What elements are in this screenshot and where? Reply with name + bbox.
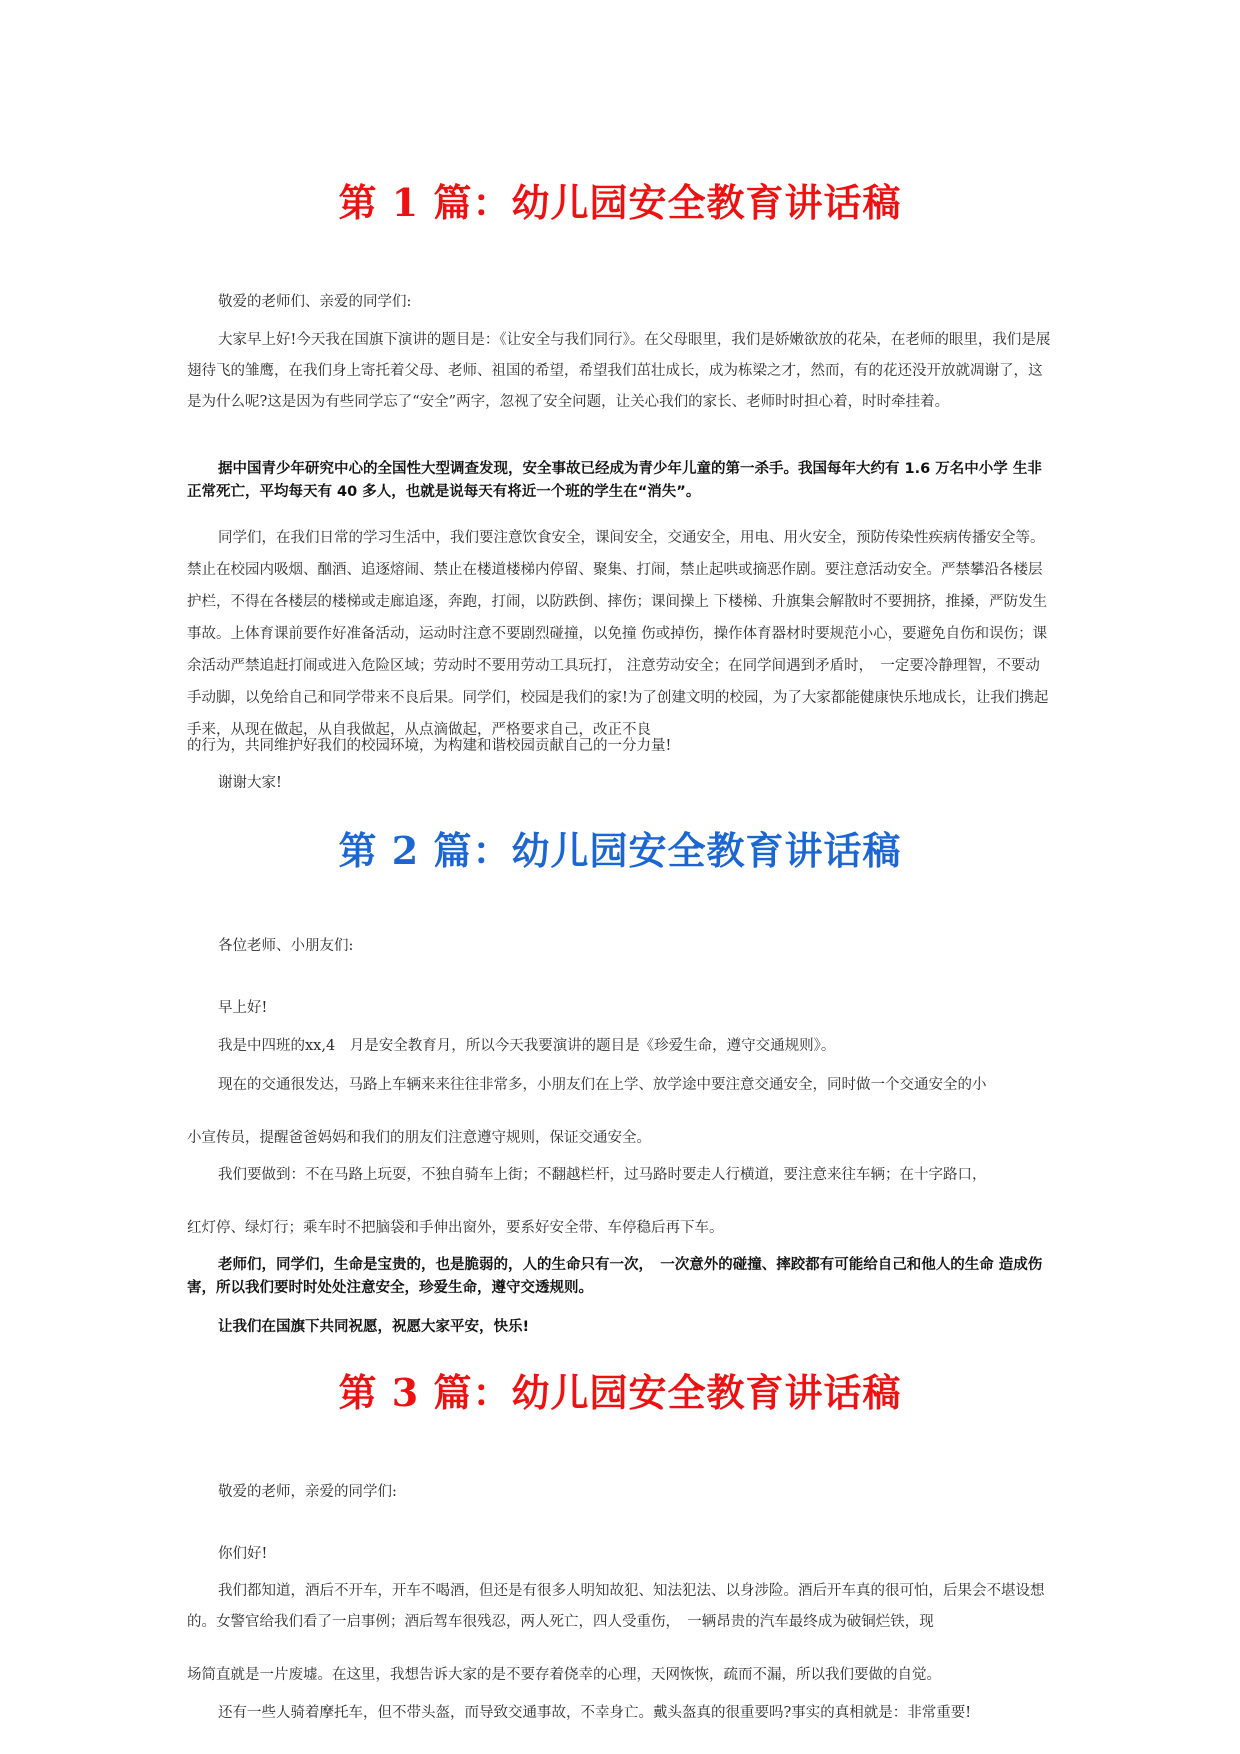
paragraph-text: 同学们，在我们日常的学习生活中，我们要注意饮食安全，课间安全，交通安全，用电、用火安全，预防传染性疾病传播安全等。禁止在校园内吸烟、酗酒、追逐熔闹、禁止在楼道楼梯内停留、聚集、打闹，禁止起哄或摘恶作剧。要注意活动安全。严禁攀沿各楼层护栏，不得在各楼层的楼梯或走廊追逐，奔跑，打闹，以防跌倒、摔伤；课间操上 下楼梯、升旗集会解散时不要拥挤，推搡，严防发生事故。上体育课前要作好准备活动，运动时注意不要剧烈碰撞，以免撞 伤或掉伤，操作体育器材时要规范小心，要避免自伤和误伤；课余活动严禁追赶打闹或进入危险区域；劳动时不要用劳动工具玩打， 注意劳动安全；在同学间遇到矛盾时， 一定要冷静理智，不要动手动脚，以免给自己和同学带来不良后果。同学们，校园是我们的家!为了创建文明的校园，为了大家都能健康快乐地成长，让我们携起手来，从现在做起，从自我做起，从点滴做起，严格要求自己，改正不良 — [187, 530, 1049, 738]
section-1-paragraph-2 — [187, 458, 1053, 504]
section-2-paragraph-2b: 红灯停、绿灯行；乘车时不把脑袋和手伸出窗外，要系好安全带、车停稳后再下车。 — [187, 1220, 724, 1236]
section-2-title: 第 2 篇：幼儿园安全教育讲话稿 — [338, 828, 902, 873]
section-2-paragraph-3 — [187, 1254, 1053, 1300]
section-3-hello: 你们好! — [218, 1546, 268, 1562]
section-3-title: 第 3 篇：幼儿园安全教育讲话稿 — [338, 1370, 902, 1415]
section-2-morning: 早上好! — [218, 1000, 268, 1016]
section-2-paragraph-1b: 小宣传员，提醒爸爸妈妈和我们的朋友们注意遵守规则，保证交通安全。 — [187, 1130, 651, 1146]
section-2-paragraph-1a: 现在的交通很发达，马路上车辆来来往往非常多，小朋友们在上学、放学途中要注意交通安全，同时做一个交通安全的小 — [218, 1077, 987, 1093]
section-1-paragraph-1 — [187, 325, 1053, 418]
section-2-greeting: 各位老师、小朋友们: — [218, 938, 354, 954]
section-2-paragraph-2a: 我们要做到：不在马路上玩耍，不独自骑车上街；不翻越栏杆，过马路时要走人行横道，要注意来往车辆；在十字路口， — [218, 1167, 987, 1183]
section-1-paragraph-3 — [187, 522, 1053, 746]
section-1-thanks: 谢谢大家! — [218, 775, 282, 791]
section-2-intro: 我是中四班的xx,4 月是安全教育月，所以今天我要演讲的题目是《珍爱生命，遵守交通规则》。 — [218, 1038, 836, 1054]
section-2-paragraph-4 — [187, 1316, 1053, 1339]
section-3-paragraph-1a — [187, 1576, 1053, 1638]
paragraph-text: 我们都知道，酒后不开车，开车不喝酒，但还是有很多人明知故犯、知法犯法、以身涉险。酒后开车真的很可怕，后果会不堪设想的。女警官给我们看了一启事例；酒后驾车很残忍，两人死亡，四人受重伤， 一辆昂贵的汽车最终成为破铜烂铁，现 — [187, 1583, 1045, 1630]
section-1-paragraph-4: 的行为，共同维护好我们的校园环境，为构建和谐校园贡献自己的一分力量! — [187, 738, 672, 754]
section-3-paragraph-2: 还有一些人骑着摩托车，但不带头盔，而导致交通事故，不幸身亡。戴头盔真的很重要吗?事实的真相就是：非常重要! — [218, 1705, 972, 1721]
paragraph-text-bold: 老师们，同学们，生命是宝贵的，也是脆弱的，人的生命只有一次， 一次意外的碰撞、摔跤都有可能给自己和他人的生命 造成伤害，所以我们要时时处处注意安全，珍爱生命，遵守交透规则。 — [187, 1257, 1043, 1296]
section-3-paragraph-1b: 场简直就是一片废墟。在这里，我想告诉大家的是不要存着侥幸的心理，天网恢恢，疏而不漏，所以我们要做的自觉。 — [187, 1667, 941, 1683]
section-3-greeting: 敬爱的老师，亲爱的同学们: — [218, 1484, 397, 1500]
section-1-title: 第 1 篇：幼儿园安全教育讲话稿 — [338, 180, 902, 225]
paragraph-text: 大家早上好!今天我在国旗下演讲的题目是：《让安全与我们同行》。在父母眼里，我们是娇嫩欲放的花朵，在老师的眼里，我们是展翅待飞的雏鹰，在我们身上寄托着父母、老师、祖国的希望，希望我们茁壮成长，成为栋梁之才，然而，有的花还没开放就凋谢了，这是为什么呢?这是因为有些同学忘了“安全”两字，忽视了安全问题，让关心我们的家长、老师时时担心着，时时牵挂着。 — [187, 332, 1051, 410]
paragraph-text-bold: 让我们在国旗下共同祝愿，祝愿大家平安，快乐! — [218, 1319, 530, 1335]
section-1-greeting: 敬爱的老师们、亲爱的同学们: — [218, 294, 412, 310]
paragraph-text-bold: 据中国青少年研究中心的全国性大型调查发现，安全事故已经成为青少年儿童的第一杀手。我国每年大约有 1.6 万名中小学 生非正常死亡，平均每天有 40 多人，也就是说每天有将近一个班的学生在“消失”。 — [187, 461, 1042, 500]
